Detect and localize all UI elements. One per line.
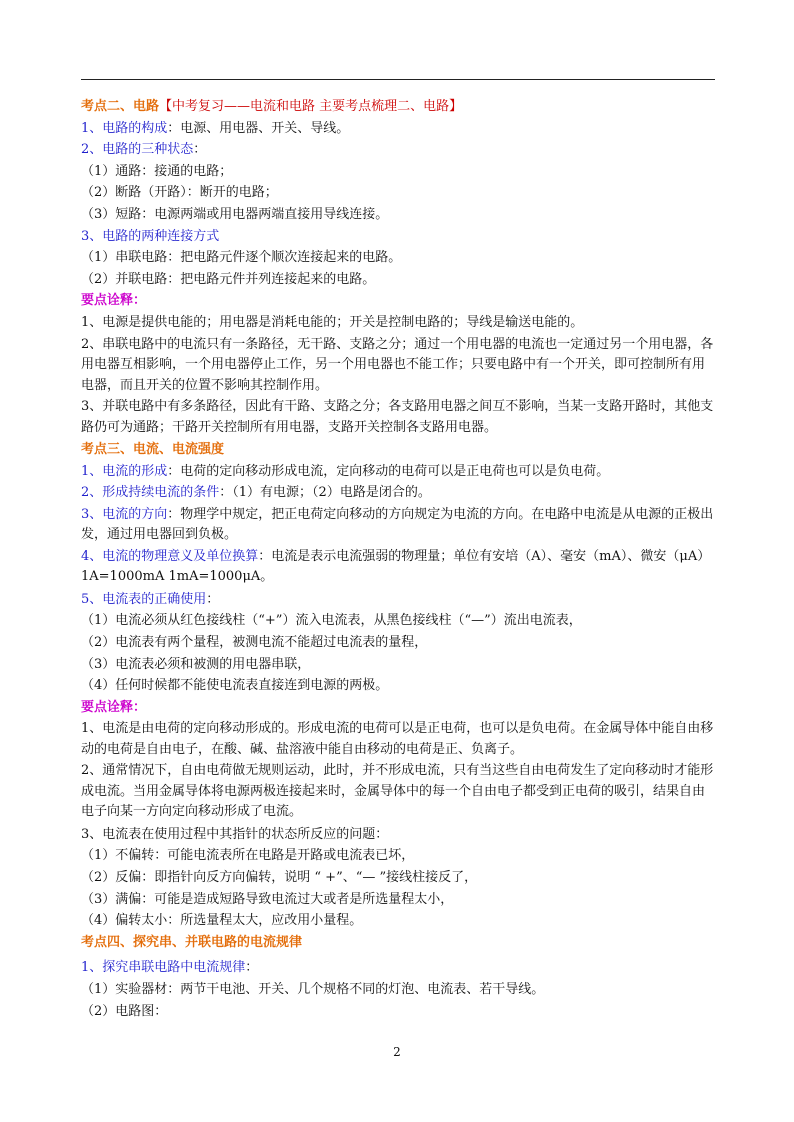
list-item: （4）偏转太小：所选量程太大，应改用小量程。: [81, 913, 363, 929]
list-item: （2）断路（开路）：断开的电路；: [81, 185, 278, 201]
list-item: （3）短路：电源两端或用电器两端直接用导线连接。: [81, 206, 389, 222]
list-item: （2）电路图：: [81, 1003, 168, 1019]
section-heading: 考点四、探究串、并联电路的电流规律: [81, 934, 303, 950]
list-item: 1、探究串联电路中电流规律：: [81, 960, 259, 976]
list-item: （1）电流必须从红色接线柱（“+”）流入电流表，从黑色接线柱（“—”）流出电流表，: [81, 613, 582, 629]
list-item: 5、电流表的正确使用：: [81, 591, 220, 607]
list-item: （2）并联电路：把电路元件并列连接起来的电路。: [81, 271, 376, 287]
note-paragraph: 1、电源是提供电能的；用电器是消耗电能的；开关是控制电路的；导线是输送电能的。: [81, 314, 584, 330]
list-item: 2、电路的三种状态：: [81, 142, 207, 158]
list-item: （3）满偏：可能是造成短路导致电流过大或者是所选量程太小，: [81, 891, 454, 907]
note-heading: 要点诠释：: [81, 293, 147, 309]
list-item: （2）反偏：即指针向反方向偏转，说明 “ +”、“— ”接线柱接反了，: [81, 870, 478, 886]
list-item: 2、形成持续电流的条件：（1）有电源；（2）电路是闭合的。: [81, 485, 431, 501]
list-item: 1、电流的形成：电荷的定向移动形成电流，定向移动的电荷可以是正电荷也可以是负电荷。: [81, 463, 610, 479]
list-item: 4、电流的物理意义及单位换算：电流是表示电流强弱的物理量；单位有安培（A）、毫安（mA）、微安（μA） 1A=1000mA 1mA=1000μA。: [81, 548, 711, 585]
page-number: 2: [393, 1045, 401, 1059]
section-heading: 考点二、电路【中考复习——电流和电路 主要考点梳理二、电路】: [81, 99, 463, 114]
list-item: （1）串联电路：把电路元件逐个顺次连接起来的电路。: [81, 250, 402, 266]
note-paragraph: 3、并联电路中有多条路径，因此有干路、支路之分；各支路用电器之间互不影响，当某一支路开路时，其他支路仍可为通路；干路开关控制所有用电器，支路开关控制各支路用电器。: [81, 399, 714, 435]
note-paragraph: 1、电流是由电荷的定向移动形成的。形成电流的电荷可以是正电荷，也可以是负电荷。在金属导体中能自由移动的电荷是自由电子，在酸、碱、盐溶液中能自由移动的电荷是正、负离子。: [81, 721, 714, 757]
list-item: （3）电流表必须和被测的用电器串联，: [81, 656, 311, 672]
list-item: （1）实验器材：两节干电池、开关、几个规格不同的灯泡、电流表、若干导线。: [81, 982, 545, 998]
header-rule: [81, 79, 715, 80]
list-item: 1、电路的构成：电源、用电器、开关、导线。: [81, 120, 350, 136]
note-paragraph: 2、通常情况下，自由电荷做无规则运动，此时，并不形成电流，只有当这些自由电荷发生了定向移动时才能形成电流。当用金属导体将电源两极连接起来时，金属导体中的每一个自由电子都受到正电荷的吸引，结果自由电子向某一方向定向移动形成了电流。: [81, 763, 714, 820]
list-item: （1）不偏转：可能电流表所在电路是开路或电流表已坏，: [81, 848, 415, 864]
list-item: 3、电路的两种连接方式: [81, 228, 220, 244]
section-heading: 考点三、电流、电流强度: [81, 442, 225, 458]
note-paragraph: 2、串联电路中的电流只有一条路径，无干路、支路之分；通过一个用电器的电流也一定通过另一个用电器，各用电器互相影响，一个用电器停止工作，另一个用电器也不能工作；只要电路中有一个开关，即可控制所有用电器，而且开关的位置不影响其控制作用。: [81, 336, 714, 393]
list-item: 3、电流的方向：物理学中规定，把正电荷定向移动的方向规定为电流的方向。在电路中电流是从电源的正极出发，通过用电器回到负极。: [81, 506, 714, 543]
note-heading: 要点诠释：: [81, 699, 147, 715]
list-item: （2）电流表有两个量程，被测电流不能超过电流表的量程，: [81, 635, 428, 650]
list-item: （1）通路：接通的电路；: [81, 163, 233, 179]
document-body: [81, 96, 715, 1022]
note-paragraph: 3、电流表在使用过程中其指针的状态所反应的问题：: [81, 826, 389, 842]
list-item: （4）任何时候都不能使电流表直接连到电源的两极。: [81, 678, 389, 694]
